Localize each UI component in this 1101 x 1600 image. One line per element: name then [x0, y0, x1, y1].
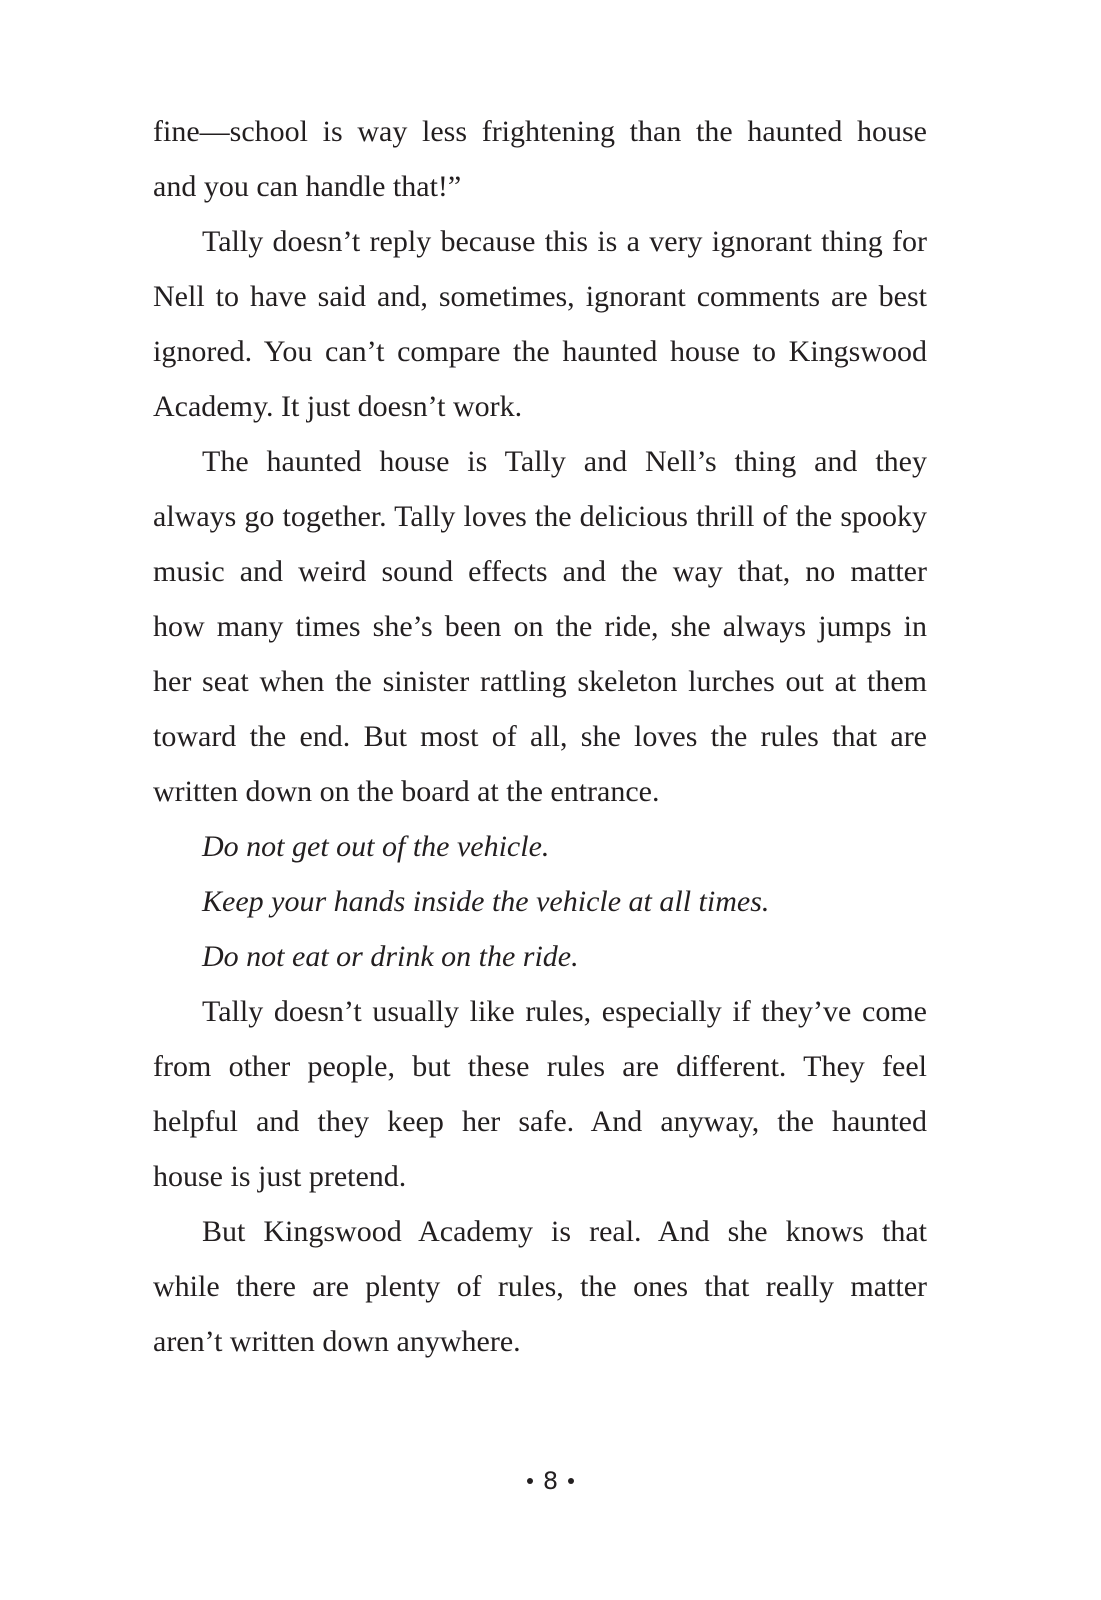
- folio-dot-left: [527, 1478, 533, 1484]
- text-line: helpful and they keep her safe. And anyway, the haunted: [153, 1105, 927, 1138]
- paragraph-first-line: But Kingswood Academy is real. And she knows that: [202, 1215, 927, 1248]
- text-line: how many times she’s been on the ride, she always jumps in: [153, 610, 927, 643]
- text-line: her seat when the sinister rattling skeleton lurches out at them: [153, 665, 927, 698]
- text-line: written down on the board at the entrance.: [153, 775, 660, 808]
- page-body: [153, 104, 927, 1369]
- text-line: from other people, but these rules are different. They feel: [153, 1050, 927, 1083]
- page-number-value: 8: [542, 1467, 559, 1495]
- text-line: Nell to have said and, sometimes, ignorant comments are best: [153, 280, 927, 313]
- ride-rule: Keep your hands inside the vehicle at all times.: [202, 885, 770, 918]
- text-line: always go together. Tally loves the delicious thrill of the spooky: [153, 500, 927, 533]
- text-line: music and weird sound effects and the way that, no matter: [153, 555, 927, 588]
- text-line: and you can handle that!”: [153, 170, 462, 203]
- text-line: house is just pretend.: [153, 1160, 407, 1193]
- text-line: Academy. It just doesn’t work.: [153, 390, 523, 423]
- paragraph-first-line: Tally doesn’t usually like rules, especially if they’ve come: [202, 995, 927, 1028]
- folio-dot-right: [568, 1478, 574, 1484]
- paragraph-first-line: The haunted house is Tally and Nell’s thing and they: [202, 445, 927, 478]
- text-line: toward the end. But most of all, she loves the rules that are: [153, 720, 927, 753]
- page-number: [0, 1462, 1101, 1498]
- text-line: while there are plenty of rules, the ones that really matter: [153, 1270, 927, 1303]
- text-line: ignored. You can’t compare the haunted house to Kingswood: [153, 335, 927, 368]
- ride-rule: Do not eat or drink on the ride.: [202, 940, 579, 973]
- ride-rule: Do not get out of the vehicle.: [202, 830, 550, 863]
- paragraph-first-line: Tally doesn’t reply because this is a very ignorant thing for: [202, 225, 927, 258]
- text-line: fine—school is way less frightening than the haunted house: [153, 115, 927, 148]
- text-line: aren’t written down anywhere.: [153, 1325, 521, 1358]
